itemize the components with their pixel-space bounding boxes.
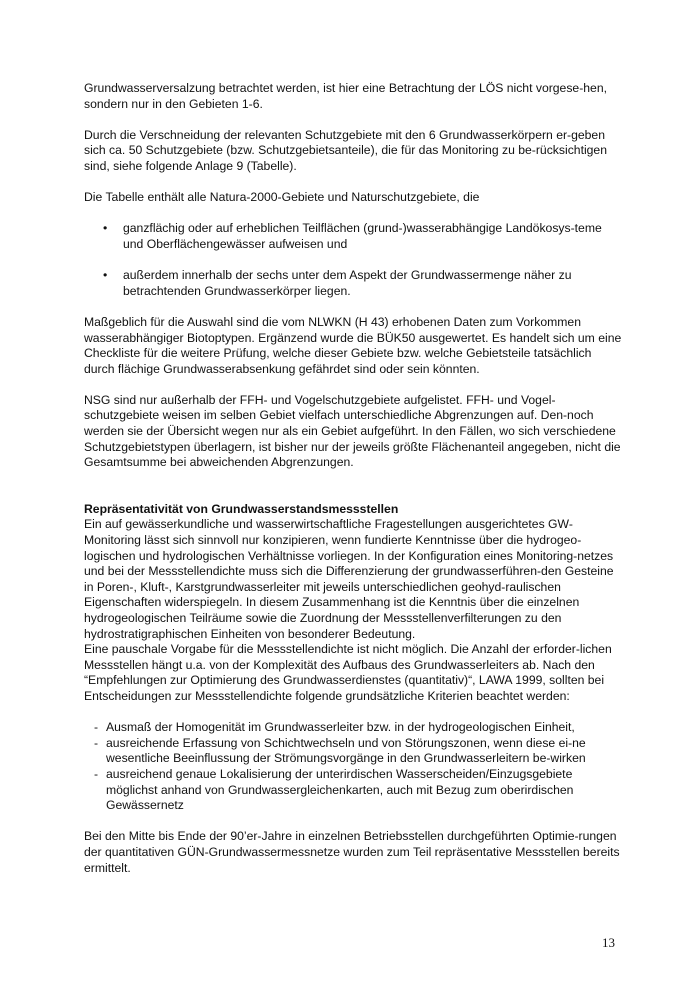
bullet-item	[84, 268, 624, 299]
page-content	[84, 81, 624, 876]
criteria-list	[84, 720, 624, 814]
bullet-text: außerdem innerhalb der sechs unter dem Aspekt der Grundwassermenge näher zu betrachtenden Grundwasserkörper liegen.	[123, 268, 572, 298]
criteria-item	[84, 736, 624, 767]
dash-icon: -	[94, 735, 99, 750]
criteria-text: Ausmaß der Homogenität im Grundwasserleiter bzw. in der hydrogeologischen Einheit,	[106, 720, 575, 735]
bullet-list	[84, 221, 624, 299]
criteria-item	[84, 767, 624, 814]
page-number: 13	[602, 935, 615, 950]
paragraph-tabelle-intro: Die Tabelle enthält alle Natura-2000-Gebiete und Naturschutzgebiete, die	[84, 190, 480, 205]
bullet-icon: •	[103, 221, 108, 236]
bullet-text: ganzflächig oder auf erheblichen Teilflächen (grund-)wasserabhängige Landökosys-teme und Oberflächengewässer aufweisen und	[123, 221, 602, 251]
paragraph-verschneidung: Durch die Verschneidung der relevanten Schutzgebiete mit den 6 Grundwasserkörpern er-geben sich ca. 50 Schutzgebiete (bzw. Schutzgebietsanteile), die für das Monitoring zu be-rücksichtigen sind, siehe folgende Anlage 9 (Tabelle).	[84, 127, 607, 173]
paragraph-versalzung: Grundwasserversalzung betrachtet werden, ist hier eine Betrachtung der LÖS nicht vorgese-hen, sondern nur in den Gebieten 1-6.	[84, 81, 607, 111]
paragraph-auswahl: Maßgeblich für die Auswahl sind die vom NLWKN (H 43) erhobenen Daten zum Vorkommen wasserabhängiger Biotoptypen. Ergänzend wurde die BÜK50 ausgewertet. Es handelt sich um eine Checkliste für die weitere Prüfung, welche dieser Gebiete bzw. welche Gebietsteile tatsächlich durch flächige Grundwasserabsenkung gefährdet sind oder sein könnten.	[84, 314, 622, 376]
criteria-text: ausreichend genaue Lokalisierung der unterirdischen Wasserscheiden/Einzugsgebiete möglichst anhand von Grundwassergleichenkarten, auch mit Bezug zum oberirdischen Gewässernetz	[106, 766, 574, 813]
criteria-text: ausreichende Erfassung von Schichtwechseln und von Störungszonen, wenn diese ei-ne wesentliche Beeinflussung der Strömungsvorgänge in den Grundwasserleitern be-wirken	[106, 735, 586, 766]
paragraph-optimierung: Bei den Mitte bis Ende der 90’er-Jahre in einzelnen Betriebsstellen durchgeführten Optimie-rungen der quantitativen GÜN-Grundwassermessnetze wurden zum Teil repräsentative Messstellen bereits ermittelt.	[84, 829, 620, 875]
bullet-icon: •	[103, 268, 108, 283]
bullet-item	[84, 221, 624, 252]
paragraph-nsg: NSG sind nur außerhalb der FFH- und Vogelschutzgebiete aufgelistet. FFH- und Vogel-schutzgebiete weisen im selben Gebiet vielfach unterschiedliche Abgrenzungen auf. Den-noch werden sie der Übersicht wegen nur als ein Gebiet aufgeführt. In den Fällen, wo sich verschiedene Schutzgebietstypen überlagern, ist bisher nur der jeweils größte Flächenanteil angegeben, nicht die Gesamtsumme bei abweichenden Abgrenzungen.	[84, 392, 621, 470]
paragraph-monitoring: Ein auf gewässerkundliche und wasserwirtschaftliche Fragestellungen ausgerichtetes GW-Monitoring lässt sich sinnvoll nur konzipieren, wenn fundierte Kenntnisse über die hydrogeo-logischen und hydrologischen Verhältnisse vorliegen. In der Konfiguration eines Monitoring-netzes und bei der Messstellendichte muss sich die Differenzierung der grundwasserführen-den Gesteine in Poren-, Kluft-, Karstgrundwasserleiter mit jeweils unterschiedlichen geohyd-raulischen Eigenschaften widerspiegeln. In diesem Zusammenhang ist die Kenntnis über die einzelnen hydrogeologischen Teilräume sowie die Zuordnung der Messstellenverfilterungen zu den hydrostratigraphischen Einheiten von besonderer Bedeutung.	[84, 517, 614, 641]
paragraph-messstellendichte: Eine pauschale Vorgabe für die Messstellendichte ist nicht möglich. Die Anzahl der erforder-lichen Messstellen hängt u.a. von der Komplexität des Aufbaus des Grundwasserleiters ab. Nach den “Empfehlungen zur Optimierung des Grundwasserdienstes (quantitativ)“, LAWA 1999, sollten bei Entscheidungen zur Messstellendichte folgende grundsätzliche Kriterien beachtet werden:	[84, 642, 612, 703]
dash-icon: -	[94, 766, 99, 781]
criteria-item	[84, 720, 624, 736]
dash-icon: -	[94, 720, 99, 735]
section-heading: Repräsentativität von Grundwasserstandsmessstellen	[84, 501, 399, 516]
